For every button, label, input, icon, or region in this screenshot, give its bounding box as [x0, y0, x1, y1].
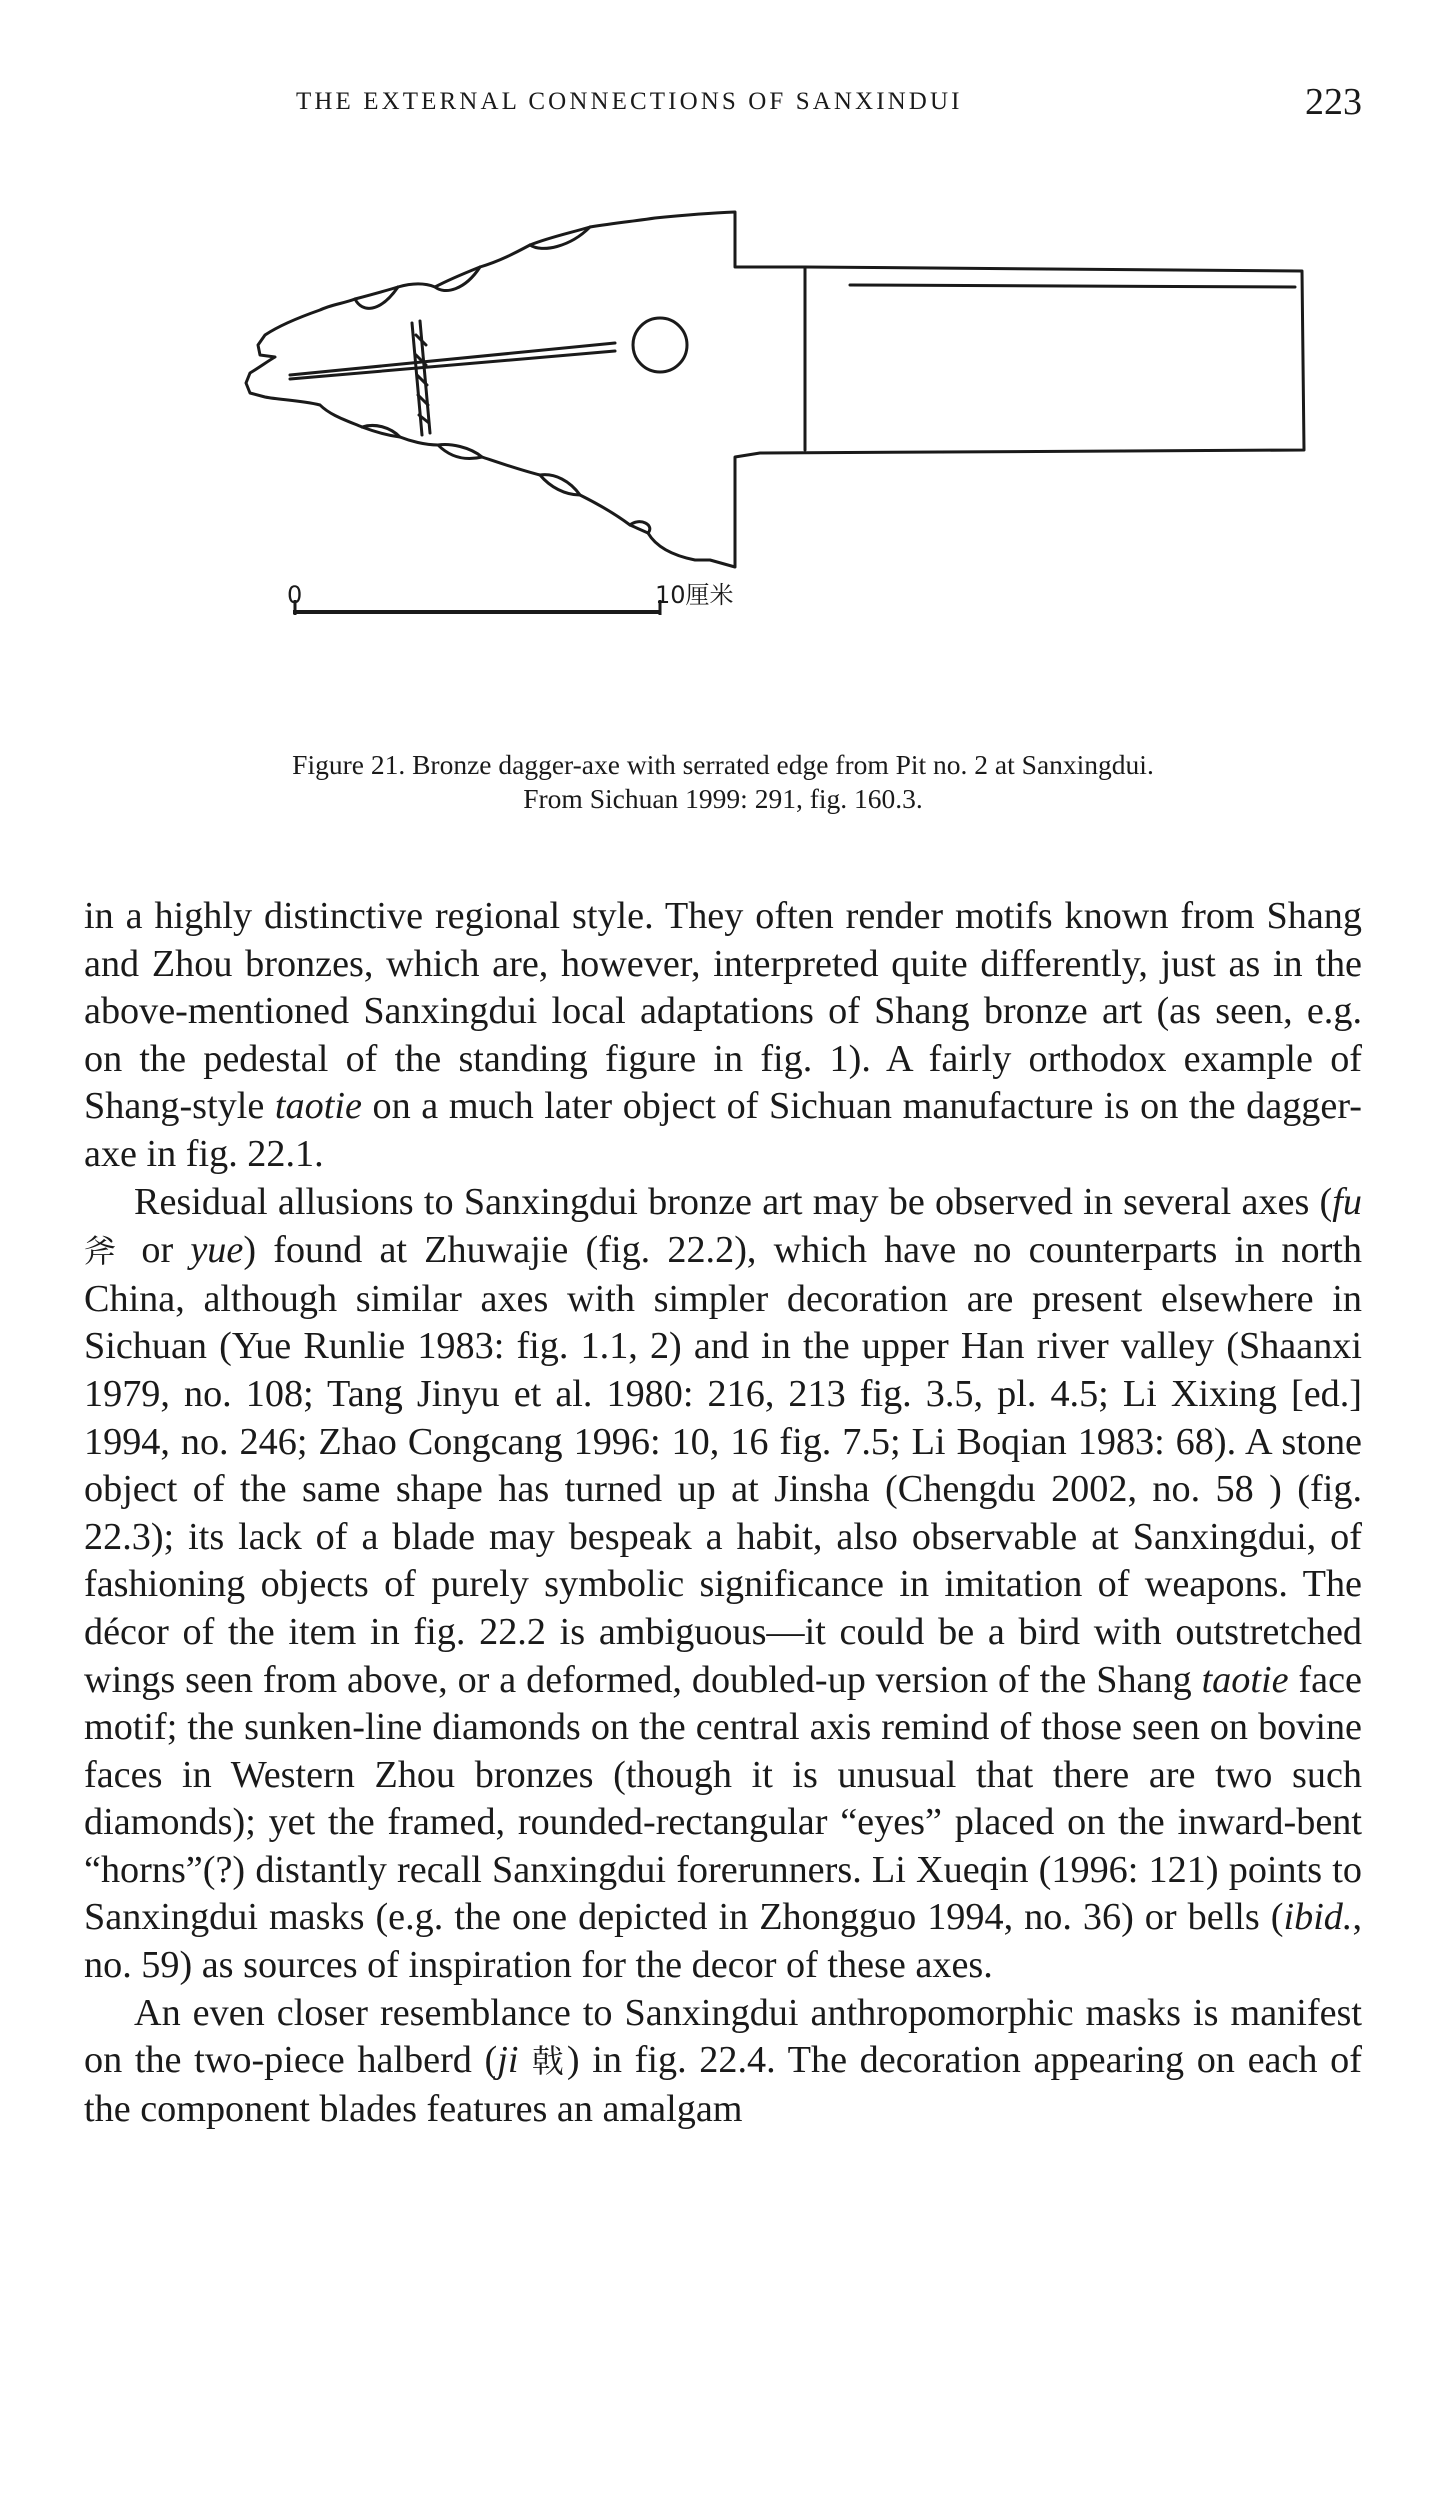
italic-term: ji: [497, 2039, 519, 2082]
paragraph-2-text-b: ) found at Zhuwajie (fig. 22.2), which have no counterparts in north China, although similar axes with simpler decoration are present elsewhere in Sichuan (Yue Runlie 1983: fig. 1.1, 2) and in the upper Han river valley (Shaanxi 1979, no. 108; Tang Jinyu et al. 1980: 216, 213 fig. 3.5, pl. 4.5; Li Xixing [ed.] 1994, no. 246; Zhao Congcang 1996: 10, 16 fig. 7.5; Li Boqian 1983: 68). A stone object of the same shape has turned up at Jinsha (Chengdu 2002, no. 58 ) (fig. 22.3); its lack of a blade may bespeak a habit, also observable at Sanxingdui, of fashioning objects of purely symbolic significance in imitation of weapons. The décor of the item in fig. 22.2 is ambiguous—it could be a bird with outstretched wings seen from above, or a deformed, doubled-up version of the Shang: [84, 1229, 1363, 1701]
body-text: [84, 893, 1362, 2133]
paragraph-3-text-a: An even closer resemblance to Sanxingdui anthropomorphic masks is manifest on the two-piece halberd (: [84, 1991, 1362, 2082]
italic-term: ibid.: [1283, 1896, 1353, 1939]
paragraph-3: [84, 1990, 1362, 2134]
running-title: THE EXTERNAL CONNECTIONS OF SANXINDUI: [296, 88, 963, 115]
italic-term: taotie: [1201, 1658, 1289, 1701]
paragraph-2-or: or: [141, 1229, 191, 1272]
scale-start-label: 0: [287, 581, 303, 609]
italic-term: fu: [1332, 1180, 1362, 1223]
paragraph-1-text: in a highly distinctive regional style. They often render motifs known from Shang and Zhou bronzes, which are, however, interpreted quite differently, just as in the above-mentioned Sanxingdui local adaptations of Shang bronze art (as seen, e.g. on the pedestal of the standing figure in fig. 1). A fairly orthodox example of Shang-style: [84, 895, 1362, 1128]
italic-term: yue: [190, 1229, 244, 1272]
running-head: [84, 81, 1362, 126]
caption-line-1: Figure 21. Bronze dagger-axe with serrated edge from Pit no. 2 at Sanxingdui.: [292, 749, 1154, 780]
paragraph-2-text-a: Residual allusions to Sanxingdui bronze art may be observed in several axes (: [134, 1180, 1333, 1223]
page-number: 223: [1305, 81, 1362, 123]
paragraph-2-text-d: , no. 59) as sources of inspiration for the decor of these axes.: [84, 1896, 1362, 1987]
paragraph-1-end: on a much later object of Sichuan manufacture is on the dagger-axe in fig. 22.1.: [84, 1085, 1363, 1175]
paragraph-3-text-b: ) in fig. 22.4. The decoration appearing on each of the component blades features an amalgam: [84, 2039, 1362, 2130]
figure-dagger-axe: [150, 195, 1330, 685]
paragraph-1: [84, 893, 1362, 1179]
scale-end-label: 10厘米: [655, 581, 734, 609]
caption-line-2: From Sichuan 1999: 291, fig. 160.3.: [523, 783, 923, 814]
dagger-axe-drawing: [150, 195, 1330, 685]
cjk-character: 戟: [518, 2042, 567, 2081]
cjk-character: 斧: [84, 1232, 142, 1271]
scale-bar: [287, 581, 734, 615]
paragraph-2-text-c: face motif; the sunken-line diamonds on the central axis remind of those seen on bovine faces in Western Zhou bronzes (though it is unusual that there are two such diamonds); yet the framed, rounded-rectangular “eyes” placed on the inward-bent “horns”(?) distantly recall Sanxingdui forerunners. Li Xueqin (1996: 121) points to Sanxingdui masks (e.g. the one depicted in Zhongguo 1994, no. 36) or bells (: [84, 1658, 1362, 1939]
paragraph-2: [84, 1179, 1362, 1990]
figure-caption: [84, 748, 1362, 816]
italic-term: taotie: [274, 1085, 362, 1128]
